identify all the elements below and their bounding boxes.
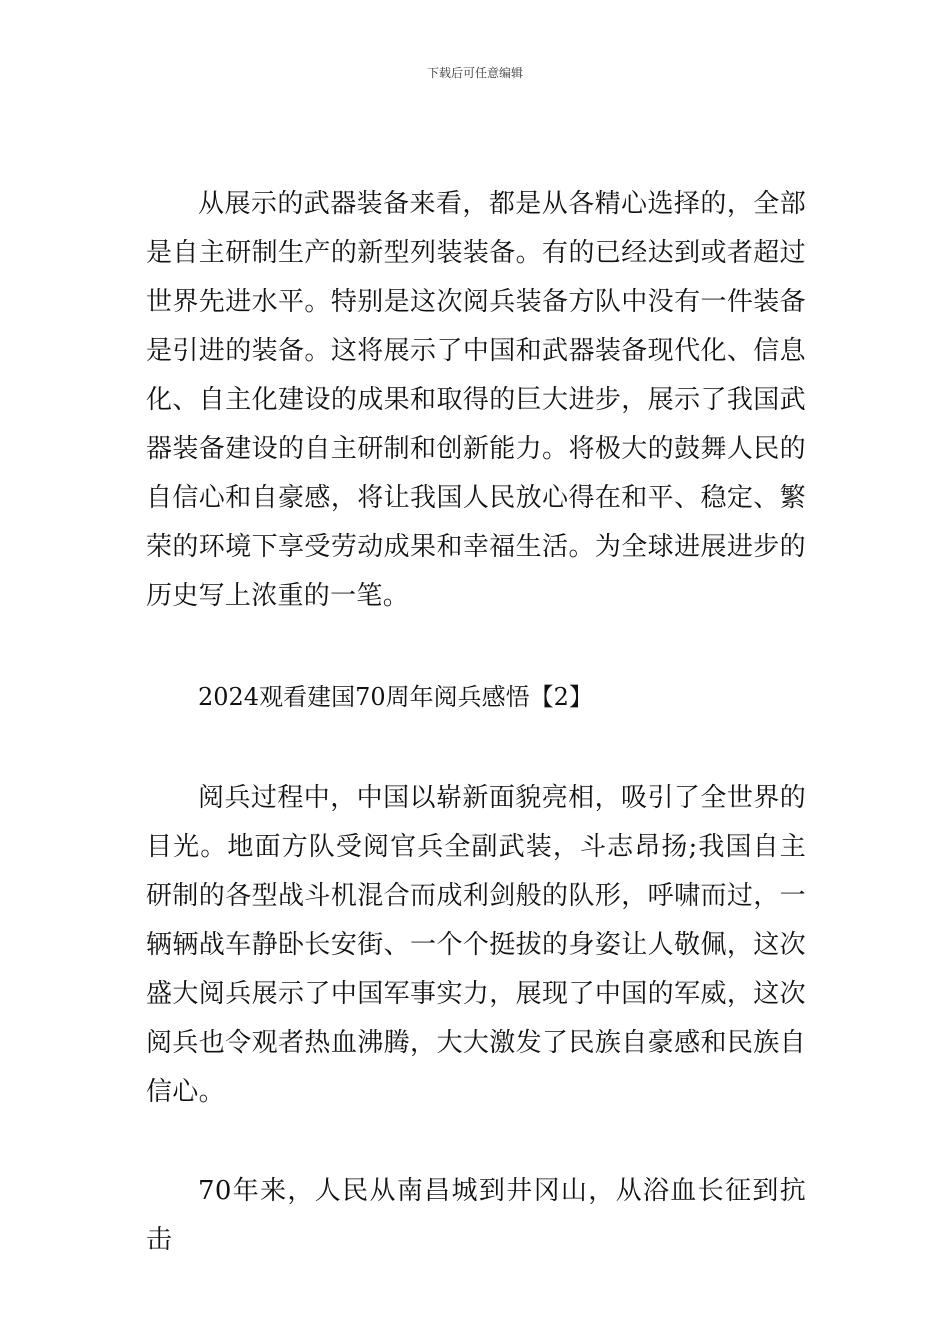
body-paragraph: 阅兵过程中，中国以崭新面貌亮相，吸引了全世界的目光。地面方队受阅官兵全副武装，斗志昂扬;我国自主研制的各型战斗机混合而成利剑般的队形，呼啸而过，一辆辆战车静卧长安街、一个个挺拔的身姿让人敬佩，这次盛大阅兵展示了中国军事实力，展现了中国的军威，这次阅兵也令观者热血沸腾，大大激发了民族自豪感和民族自信心。 bbox=[146, 783, 806, 1107]
body-paragraph: 从展示的武器装备来看，都是从各精心选择的，全部是自主研制生产的新型列装装备。有的已经达到或者超过世界先进水平。特别是这次阅兵装备方队中没有一件装备是引进的装备。这将展示了中国和武器装备现代化、信息化、自主化建设的成果和取得的巨大进步，展示了我国武器装备建设的自主研制和创新能力。将极大的鼓舞人民的自信心和自豪感，将让我国人民放心得在和平、稳定、繁荣的环境下享受劳动成果和幸福生活。为全球进展进步的历史写上浓重的一笔。 bbox=[146, 189, 806, 611]
body-paragraph: 70年来，人民从南昌城到井冈山，从浴血长征到抗击 bbox=[146, 1176, 806, 1255]
page-header-note: 下载后可任意编辑 bbox=[426, 66, 523, 80]
section-heading: 2024观看建国70周年阅兵感悟【2】 bbox=[198, 683, 593, 711]
document-body bbox=[146, 180, 806, 1265]
